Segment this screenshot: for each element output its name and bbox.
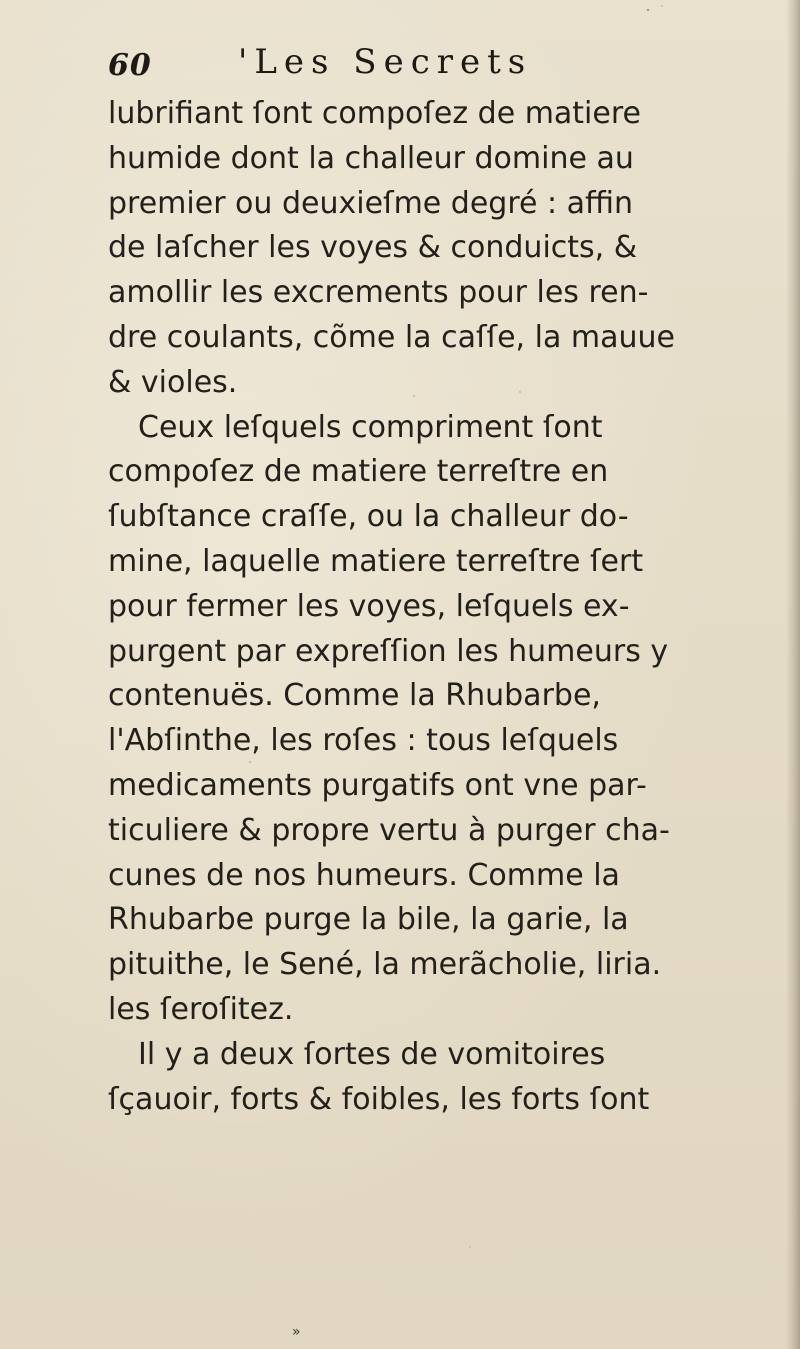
text-line: cunes de nos humeurs. Comme la: [108, 857, 620, 893]
text-line: les ſeroſitez.: [108, 991, 294, 1027]
text-line: de laſcher les voyes & conduicts, &: [108, 230, 638, 266]
body-text: [108, 92, 792, 1122]
page-number: 60: [108, 48, 152, 83]
text-line: premier ou deuxieſme degré : affin: [108, 185, 634, 221]
paragraph-start-line: Ceux leſquels compriment ſont: [138, 409, 603, 445]
text-line: humide dont la challeur domine au: [108, 140, 634, 176]
running-header: [108, 42, 768, 92]
text-line: purgent par expreſſion les humeurs y: [108, 633, 669, 669]
text-line: ſçauoir, forts & foibles, les forts ſont: [108, 1081, 650, 1117]
text-line: amollir les excrements pour les ren-: [108, 275, 649, 311]
text-line: contenuës. Comme la Rhubarbe,: [108, 678, 601, 714]
text-line: pituithe, le Sené, la merãcholie, liria.: [108, 947, 662, 983]
text-line: l'Abſinthe, les roſes : tous leſquels: [108, 723, 619, 759]
text-line: compoſez de matiere terreſtre en: [108, 454, 609, 490]
text-line: pour fermer les voyes, leſquels ex-: [108, 588, 630, 624]
paragraph-start-line: Il y a deux ſortes de vomitoires: [138, 1036, 606, 1072]
text-line: ſubſtance craſſe, ou la challeur do-: [108, 499, 629, 535]
text-line: dre coulants, cõme la caſſe, la mauue: [108, 319, 675, 355]
running-title: 'Les Secrets: [238, 42, 533, 82]
text-line: lubrifiant ſont compoſez de matiere: [108, 96, 641, 131]
text-line: medicaments purgatifs ont vne par-: [108, 767, 647, 803]
text-line: Rhubarbe purge la bile, la garie, la: [108, 902, 629, 938]
bottom-ink-mark: »: [292, 1324, 301, 1340]
text-line: ticuliere & propre vertu à purger cha-: [108, 812, 670, 848]
text-line: & violes.: [108, 364, 238, 400]
text-line: mine, laquelle matiere terreſtre ſert: [108, 543, 644, 579]
